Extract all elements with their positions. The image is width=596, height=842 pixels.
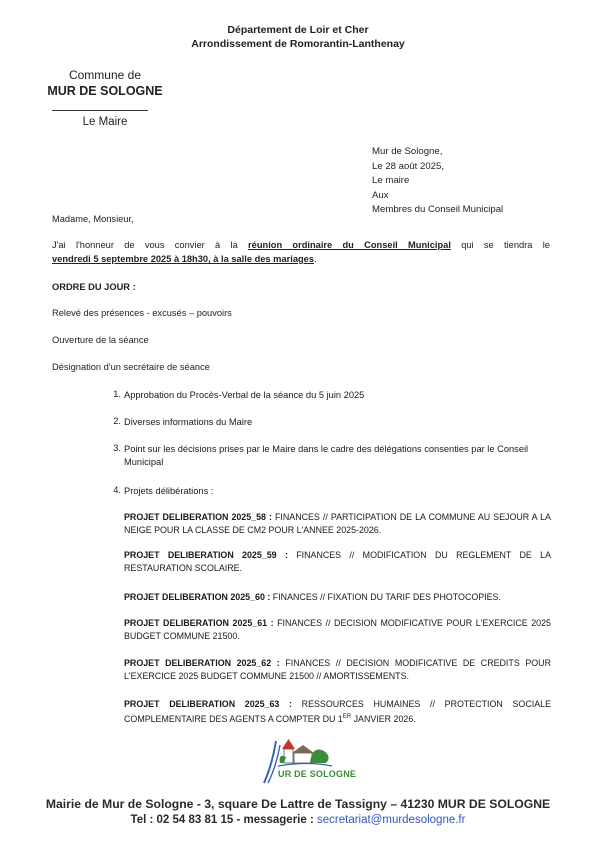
greeting: Madame, Monsieur, [52,214,134,224]
meeting-date: vendredi 5 septembre 2025 à 18h30, à la salle des mariages [52,254,315,264]
footer-tel: Tel : 02 54 83 81 15 - messagerie : [130,814,317,826]
department-line: Département de Loir et Cher [227,24,369,36]
agenda-item: Diverses informations du Maire [124,417,253,427]
project-item [124,657,551,682]
members-line: Membres du Conseil Municipal [372,204,504,216]
project-text: FINANCES // DECISION MODIFICATIVE DE CREDITS POUR L'EXERCICE 2025 BUDGET COMMUNE 21500 // AMORTISSEMENTS. [124,658,551,681]
ordinal-suffix: ER [342,713,352,720]
place-line: Mur de Sologne, [372,146,443,157]
project-item [124,698,551,725]
intro-meeting-type: réunion ordinaire du Conseil Municipal [248,240,451,250]
intro-text: J'ai l'honneur de vous convier à la [52,240,238,250]
item-number: 2. [113,416,121,426]
project-ref: PROJET DELIBERATION 2025_61 : [124,618,274,628]
logo-graphic [258,735,358,787]
agenda-item: Approbation du Procès-Verbal de la séance du 5 juin 2025 [124,390,365,400]
item-number: 1. [113,389,121,399]
project-text-tail: JANVIER 2026. [351,713,416,724]
logo-text: UR DE SOLOGNE [278,769,357,779]
divider-line [52,110,148,111]
project-text: FINANCES // MODIFICATION DU REGLEMENT DE LA RESTAURATION SCOLAIRE. [124,550,551,573]
item-number: 4. [113,485,121,495]
pre-item: Ouverture de la séance [52,335,149,345]
date-line: Le 28 août 2025, [372,160,445,172]
recipient-block [372,145,503,218]
footer-contact [0,814,596,826]
project-item [124,511,551,536]
project-text: FINANCES // FIXATION DU TARIF DES PHOTOCOPIES. [270,592,501,602]
project-ref: PROJET DELIBERATION 2025_59 : [124,550,288,560]
mayor-label: Le Maire [82,116,128,128]
project-item [124,591,551,604]
item-number: 3. [113,443,121,453]
to-line: Aux [372,189,389,201]
from-line: Le maire [372,175,410,187]
agenda-item: Projets délibérations : [124,486,214,496]
intro-text-2: qui se tiendra le [461,240,550,250]
commune-name: MUR DE SOLOGNE [47,84,163,98]
project-text: FINANCES // PARTICIPATION DE LA COMMUNE AU SEJOUR A LA NEIGE POUR LA CLASSE DE CM2 POUR L'ANNEE 2025-2026. [124,512,551,535]
commune-label: Commune de [68,68,142,82]
footer-address: Mairie de Mur de Sologne - 3, square De Lattre de Tassigny – 41230 MUR DE SOLOGNE [45,797,551,811]
agenda-title: ORDRE DU JOUR : [52,282,136,292]
project-text: RESSOURCES HUMAINES // PROTECTION SOCIALE COMPLEMENTAIRE DES AGENTS A COMPTER DU 1 [124,699,551,724]
project-item [124,549,551,574]
intro-line-2 [52,254,317,264]
arrondissement-line: Arrondissement de Romorantin-Lanthenay [191,38,405,50]
commune-logo [258,735,358,787]
agenda-item: Point sur les décisions prises par le Maire dans le cadre des délégations consenties par le Conseil Municipal [124,444,529,467]
project-ref: PROJET DELIBERATION 2025_60 : [124,592,271,602]
project-ref: PROJET DELIBERATION 2025_62 : [124,658,280,668]
project-item [124,617,551,642]
intro-line-1 [52,240,550,250]
intro-end: . [314,254,317,264]
project-ref: PROJET DELIBERATION 2025_63 : [124,699,292,709]
project-ref: PROJET DELIBERATION 2025_58 : [124,512,272,522]
project-text: FINANCES // DECISION MODIFICATIVE POUR L'EXERCICE 2025 BUDGET COMMUNE 21500. [124,618,551,641]
pre-item: Désignation d'un secrétaire de séance [52,362,210,372]
pre-item: Relevé des présences - excusés – pouvoirs [52,308,232,318]
email-link[interactable]: secretariat@murdesologne.fr [317,814,466,826]
